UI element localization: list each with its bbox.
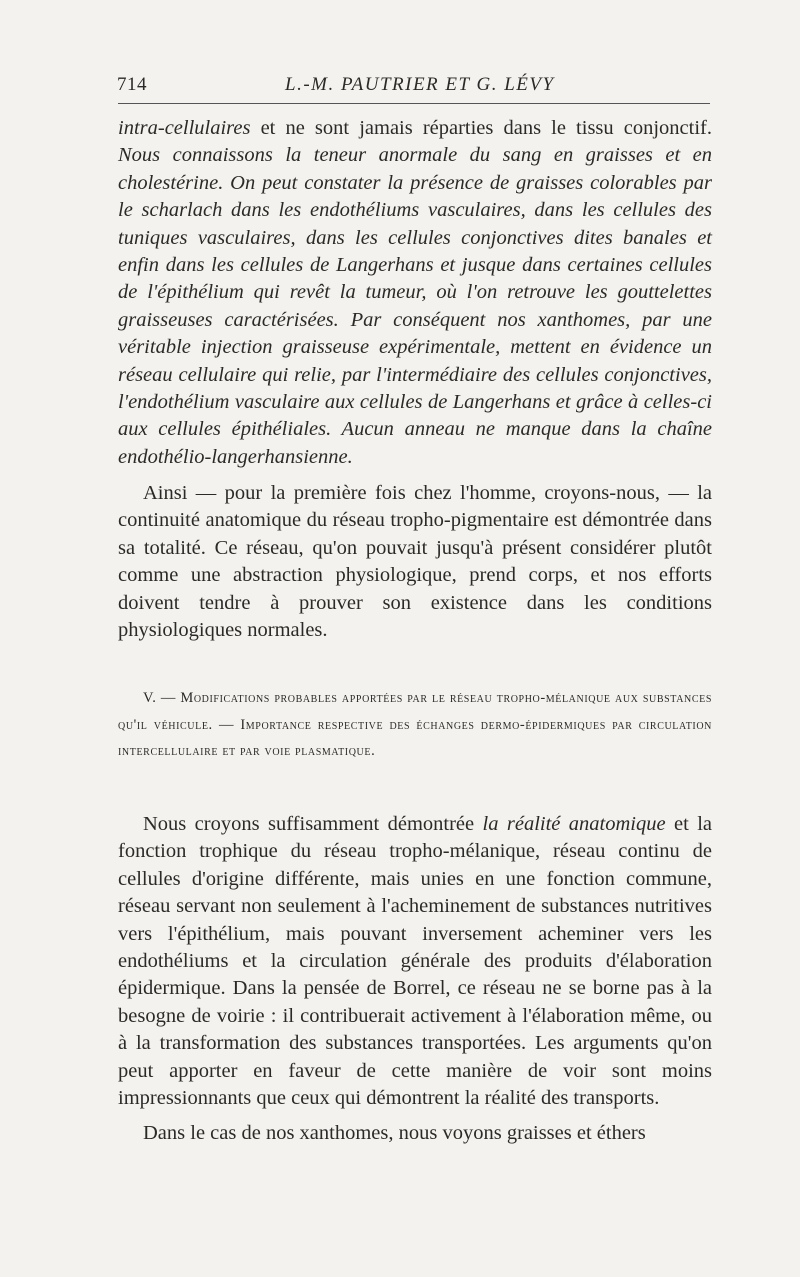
paragraph-3-part-3: et la fonction trophique du réseau tropho-mélanique, réseau continu de cellules d'origine différente, mais unies en une fonction commune, réseau servant non seulement à l'acheminement de substances nutritives vers l'épithélium, mais pouvant inversement acheminer vers les endothéliums et la circulation générale des produits d'élaboration épidermique. Dans la pensée de Borrel, ce réseau ne se borne pas à la besogne de voirie : il contribuerait activement à l'élaboration même, ou à la transformation des substances transportées. Les arguments qu'on peut apporter en faveur de cette manière de voir sont moins impressionnants que ceux qui démontrent la réalité des transports. [118,813,712,1110]
paragraph-1 [118,115,712,471]
section-heading [118,685,712,765]
paragraph-2: Ainsi — pour la première fois chez l'homme, croyons-nous, — la continuité anatomique du réseau tropho-pigmentaire est démontrée dans sa totalité. Ce réseau, qu'on pouvait jusqu'à présent considérer plutôt comme une abstraction physiologique, prend corps, et nos efforts doivent tendre à prouver son existence dans les conditions physiologiques normales. [118,482,712,642]
section-heading-text: V. — Modifications probables apportées par le réseau tropho-mélanique aux substances qu'il véhicule. — Importance respective des échanges dermo-épidermiques par circulation intercellulaire et par voie plasmatique. [118,690,712,759]
header-rule [118,103,710,104]
paragraph-3-part-1: Nous croyons suffisamment démontrée [143,813,483,835]
running-head: L.-M. PAUTRIER ET G. LÉVY [285,74,555,95]
paragraph-4: Dans le cas de nos xanthomes, nous voyons graisses et éthers [143,1122,646,1144]
page-number: 714 [117,74,147,95]
paragraph-1-part-1: intra-cellulaires [118,117,251,139]
paragraph-1-part-3: Nous connaissons la teneur anormale du sang en graisses et en cholestérine. On peut constater la présence de graisses colorables par le scharlach dans les endothéliums vasculaires, dans les cellules des tuniques vasculaires, dans les cellules conjonctives dites banales et enfin dans les cellules de Langerhans et jusque dans certaines cellules de l'épithélium qui revêt la tumeur, où l'on retrouve les gouttelettes graisseuses caractérisées. Par conséquent nos xanthomes, par une véritable injection graisseuse expérimentale, mettent en évidence un réseau cellulaire qui relie, par l'intermédiaire des cellules conjonctives, l'endothélium vasculaire aux cellules de Langerhans et grâce à celles-ci aux cellules épithéliales. Aucun anneau ne manque dans la chaîne endothélio-langerhansienne. [118,144,712,468]
page-header [117,74,710,104]
paragraph-3 [118,811,712,1112]
paragraph-3-part-2: la réalité anatomique [482,813,666,835]
paragraph-1-part-2: et ne sont jamais réparties dans le tissu conjonctif. [250,117,712,139]
